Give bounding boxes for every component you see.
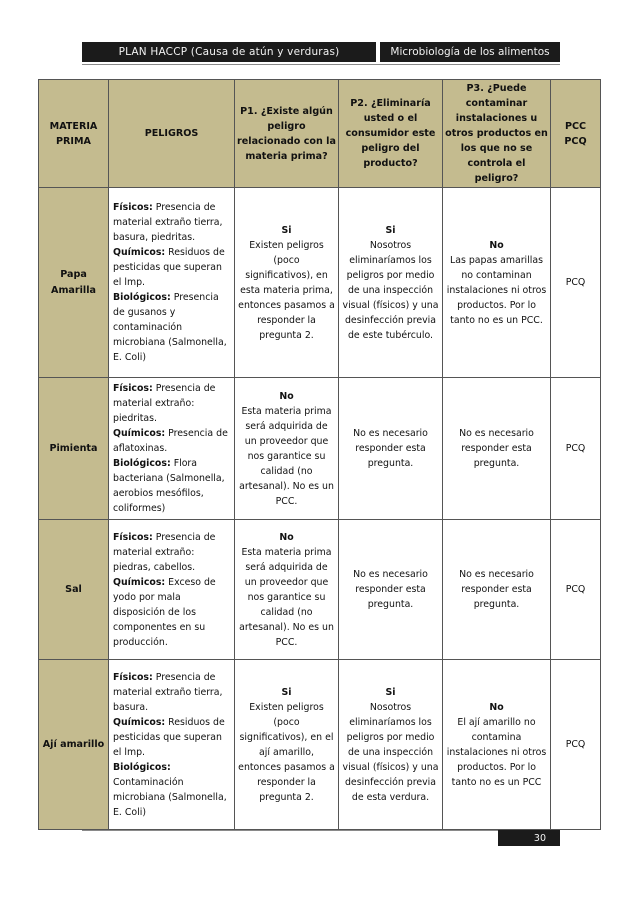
p1-answer: Si xyxy=(281,224,292,236)
biologicos-text: Contaminación microbiana (Salmonella, E. Coli) xyxy=(113,776,227,818)
pcc-cell: PCQ xyxy=(551,520,601,660)
header-pcc: PCC PCQ xyxy=(551,80,601,188)
p3-answer: No xyxy=(489,239,504,251)
fisicos-label: Físicos: xyxy=(113,671,153,683)
p2-cell xyxy=(339,660,443,830)
haccp-table xyxy=(38,79,601,830)
p1-text: Esta materia prima será adquirida de un proveedor que nos garantice su calidad (no artesanal). No es un PCC. xyxy=(239,405,334,507)
table-row xyxy=(39,188,601,378)
biologicos-label: Biológicos: xyxy=(113,761,171,773)
biologicos-text: Flora bacteriana (Salmonella, aerobios mesófilos, coliformes) xyxy=(113,458,225,514)
p1-cell xyxy=(235,188,339,378)
quimicos-label: Químicos: xyxy=(113,247,166,258)
biologicos-label: Biológicos: xyxy=(113,458,171,469)
p3-text: No es necesario responder esta pregunta. xyxy=(459,428,534,469)
fisicos-label: Físicos: xyxy=(113,202,153,213)
fisicos-text: Presencia de material extraño tierra, basura, piedritas. xyxy=(113,202,223,243)
p3-text: No es necesario responder esta pregunta. xyxy=(459,569,534,610)
p3-answer: No xyxy=(489,701,504,713)
header-rule xyxy=(82,64,560,65)
p2-cell xyxy=(339,520,443,660)
p2-text: Nosotros eliminaríamos los peligros por medio de una inspección visual (físicos) y una desinfección previa de esta verdura. xyxy=(342,701,439,803)
quimicos-text: Presencia de aflatoxinas. xyxy=(113,428,228,454)
fisicos-label: Físicos: xyxy=(113,383,153,394)
pcc-cell: PCQ xyxy=(551,188,601,378)
materia-prima-cell: Sal xyxy=(39,520,109,660)
p1-answer: No xyxy=(279,531,294,543)
materia-prima-cell: Pimienta xyxy=(39,378,109,520)
p1-cell xyxy=(235,660,339,830)
table-header-row xyxy=(39,80,601,188)
quimicos-text: Exceso de yodo por mala disposición de los componentes en su producción. xyxy=(113,576,216,648)
p2-answer: Si xyxy=(385,686,396,698)
materia-prima-cell: Papa Amarilla xyxy=(39,188,109,378)
table-row xyxy=(39,378,601,520)
p3-text: Las papas amarillas no contaminan instalaciones ni otros productos. Por lo tanto no es un PCC. xyxy=(446,254,547,326)
p2-cell xyxy=(339,378,443,520)
quimicos-text: Residuos de pesticidas que superan el lmp. xyxy=(113,247,225,288)
p2-text: No es necesario responder esta pregunta. xyxy=(353,569,428,610)
fisicos-text: Presencia de material extraño: piedritas. xyxy=(113,383,216,424)
p1-answer: No xyxy=(279,390,294,402)
header-p2: P2. ¿Eliminaría usted o el consumidor este peligro del producto? xyxy=(339,80,443,188)
header-p3: P3. ¿Puede contaminar instalaciones u otros productos en los que no se controla el peligro? xyxy=(443,80,551,188)
page-number: 30 xyxy=(498,830,560,846)
header-p1: P1. ¿Existe algún peligro relacionado con la materia prima? xyxy=(235,80,339,188)
fisicos-label: Físicos: xyxy=(113,531,153,543)
table-row xyxy=(39,660,601,830)
p3-cell xyxy=(443,520,551,660)
p2-answer: Si xyxy=(385,224,396,236)
p2-text: No es necesario responder esta pregunta. xyxy=(353,428,428,469)
p2-cell xyxy=(339,188,443,378)
p1-text: Existen peligros (poco significativos), en esta materia prima, entonces pasamos a responder la pregunta 2. xyxy=(238,239,335,341)
p1-text: Existen peligros (poco significativos), en el ají amarillo, entonces pasamos a responder la pregunta 2. xyxy=(238,701,335,803)
quimicos-label: Químicos: xyxy=(113,716,166,728)
p3-cell xyxy=(443,188,551,378)
biologicos-label: Biológicos: xyxy=(113,292,171,303)
pcc-cell: PCQ xyxy=(551,660,601,830)
quimicos-label: Químicos: xyxy=(113,576,166,588)
footer-rule xyxy=(82,830,560,831)
p3-text: El ají amarillo no contamina instalaciones ni otros productos. Por lo tanto no es un PCC xyxy=(446,716,547,788)
quimicos-label: Químicos: xyxy=(113,428,166,439)
header-materia-prima: MATERIA PRIMA xyxy=(39,80,109,188)
p2-text: Nosotros eliminaríamos los peligros por medio de una inspección visual (físicos) y una desinfección previa de este tubérculo. xyxy=(342,239,439,341)
header-peligros: PELIGROS xyxy=(109,80,235,188)
materia-prima-cell: Ají amarillo xyxy=(39,660,109,830)
p1-text: Esta materia prima será adquirida de un proveedor que nos garantice su calidad (no artesanal). No es un PCC. xyxy=(239,546,334,648)
p1-cell xyxy=(235,378,339,520)
fisicos-text: Presencia de material extraño tierra, basura. xyxy=(113,671,223,713)
pcc-cell: PCQ xyxy=(551,378,601,520)
peligros-cell xyxy=(109,520,235,660)
p3-cell xyxy=(443,378,551,520)
peligros-cell xyxy=(109,660,235,830)
p3-cell xyxy=(443,660,551,830)
fisicos-text: Presencia de material extraño: piedras, cabellos. xyxy=(113,531,216,573)
quimicos-text: Residuos de pesticidas que superan el lmp. xyxy=(113,716,225,758)
p1-cell xyxy=(235,520,339,660)
document-title: PLAN HACCP (Causa de atún y verduras) xyxy=(82,42,376,62)
p1-answer: Si xyxy=(281,686,292,698)
peligros-cell xyxy=(109,188,235,378)
table-row xyxy=(39,520,601,660)
subject-title: Microbiología de los alimentos xyxy=(380,42,560,62)
page-header xyxy=(82,42,560,62)
biologicos-text: Presencia de gusanos y contaminación microbiana (Salmonella, E. Coli) xyxy=(113,292,227,363)
peligros-cell xyxy=(109,378,235,520)
